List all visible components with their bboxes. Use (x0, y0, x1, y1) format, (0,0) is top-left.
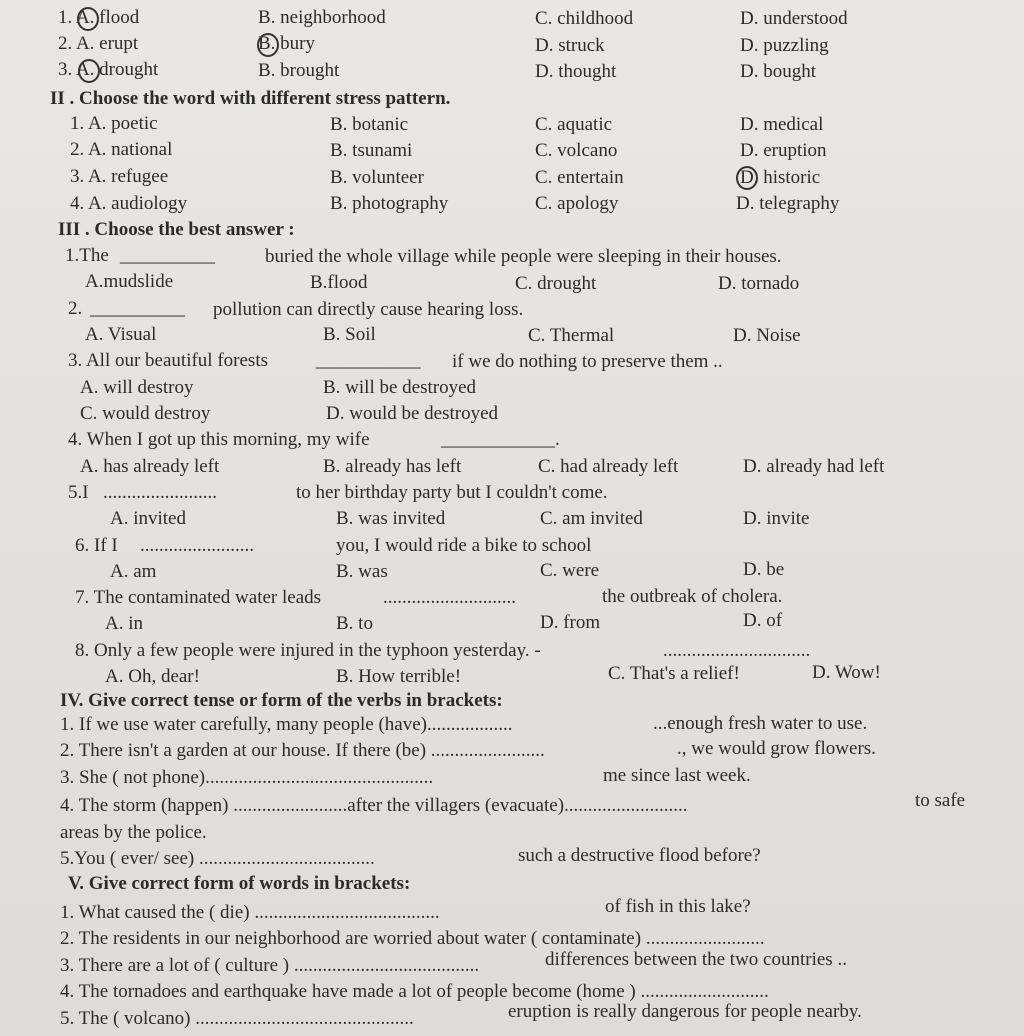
q2-a: A. Visual (85, 324, 157, 345)
q4-d: D. already had left (743, 456, 885, 477)
q7-blank: ............................ (383, 587, 516, 608)
q4-c: C. had already left (538, 456, 679, 477)
q2-stem-b: pollution can directly cause hearing loss. (213, 299, 524, 320)
p1-row2-b: B. bury (258, 33, 315, 54)
s2-row2-c: C. volcano (535, 140, 618, 161)
q5-c: C. am invited (540, 508, 643, 529)
answer-circle-mark (736, 166, 758, 190)
s4-line5-a: areas by the police. (60, 822, 207, 843)
q1-b: B.flood (310, 272, 368, 293)
s2-row2-d: D. eruption (740, 140, 827, 161)
q4-a: A. has already left (80, 456, 220, 477)
s5-line3-b: differences between the two countries .. (545, 949, 847, 970)
answer-circle-mark (77, 7, 99, 31)
s4-line3-a: 3. She ( not phone)................................................ (60, 767, 434, 788)
p1-row3-a: 3. A. drought (58, 59, 159, 80)
s2-row1-c: C. aquatic (535, 114, 613, 135)
s4-line2-b: ., we would grow flowers. (677, 738, 876, 759)
s2-row4-c: C. apology (535, 193, 619, 214)
s2-row4-d: D. telegraphy (736, 193, 840, 214)
section4-title: IV. Give correct tense or form of the verbs in brackets: (60, 690, 503, 711)
s4-line4-a: 4. The storm (happen) ........................after the villagers (evacuate).......................... (60, 795, 688, 816)
s2-row3-a: 3. A. refugee (70, 166, 169, 187)
s5-line3-a: 3. There are a lot of ( culture ) ....................................... (60, 955, 480, 976)
q7-a: A. in (105, 613, 143, 634)
p1-row3-b: B. brought (258, 60, 340, 81)
s5-line5-a: 5. The ( volcano) .............................................. (60, 1008, 414, 1029)
q5-stem-a: 5.I (68, 482, 89, 503)
q6-b: B. was (336, 561, 388, 582)
s4-line1-b: ...enough fresh water to use. (653, 713, 868, 734)
q7-c: D. from (540, 612, 601, 633)
q2-b: B. Soil (323, 324, 376, 345)
q2-blank: __________ (90, 298, 185, 319)
q3-a: A. will destroy (80, 377, 194, 398)
s2-row3-d: D. historic (740, 167, 821, 188)
q8-b: B. How terrible! (336, 666, 462, 687)
answer-circle-mark (257, 33, 279, 57)
s4-line6-a: 5.You ( ever/ see) ..................................... (60, 848, 375, 869)
q5-blank: ........................ (103, 482, 217, 503)
q5-stem-b: to her birthday party but I couldn't come. (296, 482, 608, 503)
p1-row2-a: 2. A. erupt (58, 33, 139, 54)
s5-line5-b: eruption is really dangerous for people nearby. (508, 1001, 862, 1022)
q2-d: D. Noise (733, 325, 801, 346)
s2-row4-a: 4. A. audiology (70, 193, 188, 214)
p1-row3-d: D. bought (740, 61, 816, 82)
q8-d: D. Wow! (812, 662, 881, 683)
s2-row1-d: D. medical (740, 114, 824, 135)
q3-d: D. would be destroyed (326, 403, 499, 424)
q1-a: A.mudslide (85, 271, 174, 292)
p1-row1-c: C. childhood (535, 8, 634, 29)
q5-a: A. invited (110, 508, 186, 529)
s2-row3-c: C. entertain (535, 167, 624, 188)
p1-row2-c: D. struck (535, 35, 605, 56)
p1-row3-c: D. thought (535, 61, 617, 82)
s5-line1-a: 1. What caused the ( die) ....................................... (60, 902, 440, 923)
q8-stem-a: 8. Only a few people were injured in the typhoon yesterday. - (75, 640, 541, 661)
p1-row1-a: 1. A. flood (58, 7, 140, 28)
q6-a: A. am (110, 561, 157, 582)
q3-stem-a: 3. All our beautiful forests (68, 350, 268, 371)
q5-b: B. was invited (336, 508, 446, 529)
q5-d: D. invite (743, 508, 810, 529)
p1-row2-d: D. puzzling (740, 35, 829, 56)
s2-row2-a: 2. A. national (70, 139, 173, 160)
p1-row1-d: D. understood (740, 8, 848, 29)
q6-stem-b: you, I would ride a bike to school (336, 535, 592, 556)
q6-d: D. be (743, 559, 785, 580)
s4-line1-a: 1. If we use water carefully, many people (have).................. (60, 714, 513, 735)
q1-stem-a: 1.The (65, 245, 109, 266)
q2-c: C. Thermal (528, 325, 615, 346)
s5-line2-a: 2. The residents in our neighborhood are worried about water ( contaminate) ......................... (60, 928, 765, 949)
s4-line3-b: me since last week. (603, 765, 751, 786)
s2-row3-b: B. volunteer (330, 167, 424, 188)
q3-blank: ___________ (316, 350, 421, 371)
q6-c: C. were (540, 560, 600, 581)
s2-row1-a: 1. A. poetic (70, 113, 158, 134)
q6-blank: ........................ (140, 535, 254, 556)
q4-stem-a: 4. When I got up this morning, my wife (68, 429, 370, 450)
q1-blank: __________ (120, 245, 215, 266)
q7-b: B. to (336, 613, 373, 634)
q4-b: B. already has left (323, 456, 462, 477)
q8-c: C. That's a relief! (608, 663, 740, 684)
section3-title: III . Choose the best answer : (58, 219, 295, 240)
s2-row1-b: B. botanic (330, 114, 409, 135)
q1-d: D. tornado (718, 273, 800, 294)
q3-b: B. will be destroyed (323, 377, 477, 398)
q3-stem-b: if we do nothing to preserve them .. (452, 351, 723, 372)
q8-blank: ............................... (663, 640, 811, 661)
q7-stem-a: 7. The contaminated water leads (75, 587, 322, 608)
s4-line6-b: such a destructive flood before? (518, 845, 761, 866)
s5-line1-b: of fish in this lake? (605, 896, 751, 917)
q4-blank: ____________. (441, 429, 560, 450)
section2-title: II . Choose the word with different stress pattern. (50, 88, 451, 109)
q1-c: C. drought (515, 273, 597, 294)
q3-c: C. would destroy (80, 403, 211, 424)
s4-line4-b: to safe (915, 790, 966, 811)
section5-title: V. Give correct form of words in brackets: (68, 873, 411, 894)
q6-stem-a: 6. If I (75, 535, 118, 556)
q7-stem-b: the outbreak of cholera. (602, 586, 783, 607)
s2-row2-b: B. tsunami (330, 140, 413, 161)
answer-circle-mark (78, 59, 100, 83)
s4-line2-a: 2. There isn't a garden at our house. If there (be) ........................ (60, 740, 545, 761)
q7-d: D. of (743, 610, 783, 631)
q8-a: A. Oh, dear! (105, 666, 200, 687)
s2-row4-b: B. photography (330, 193, 449, 214)
p1-row1-b: B. neighborhood (258, 7, 386, 28)
q2-stem-a: 2. (68, 298, 83, 319)
s5-line4-a: 4. The tornadoes and earthquake have made a lot of people become (home ) ........................... (60, 981, 769, 1002)
q1-stem-b: buried the whole village while people were sleeping in their houses. (265, 246, 782, 267)
